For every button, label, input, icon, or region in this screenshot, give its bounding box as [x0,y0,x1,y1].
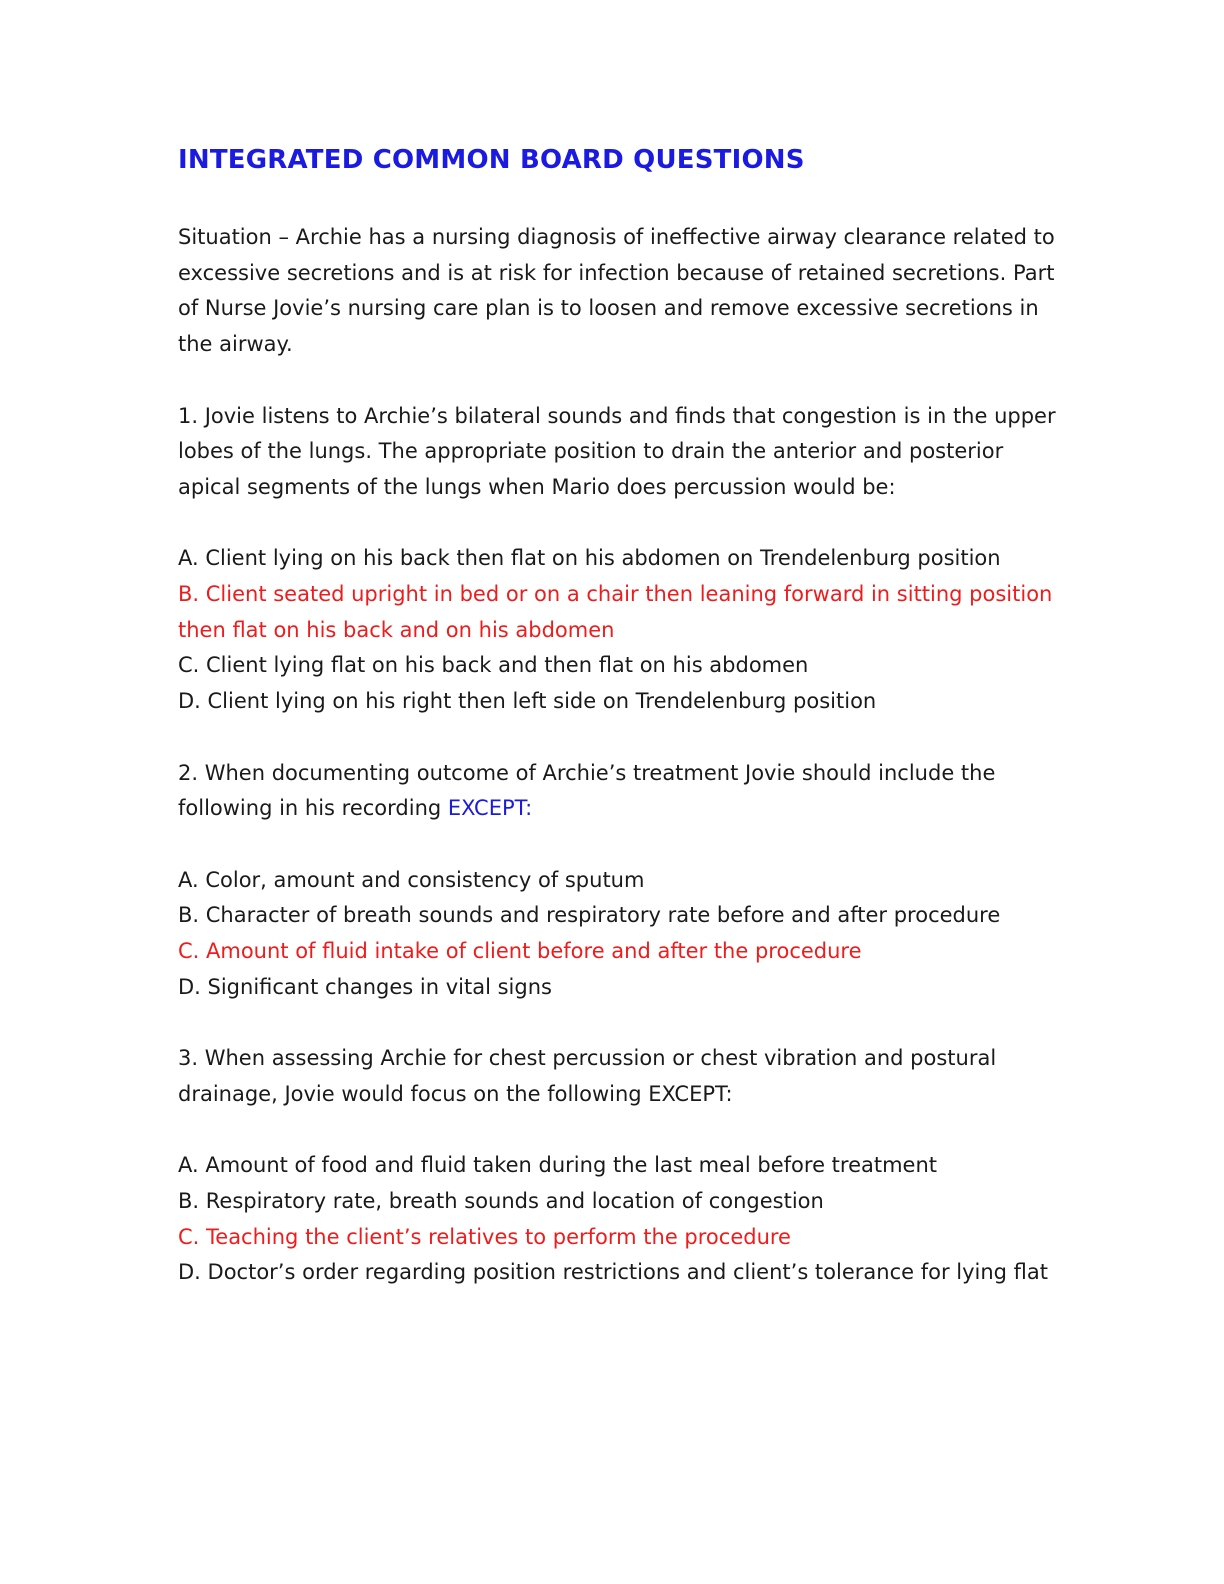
option-b: B. Character of breath sounds and respiratory rate before and after procedure [178,903,1001,928]
question-stem-text: 2. When documenting outcome of Archie’s treatment Jovie should include the following in his recording [178,760,996,821]
option-a: A. Color, amount and consistency of sputum [178,867,645,892]
question-stem [178,756,1058,827]
option-a: A. Amount of food and fluid taken during the last meal before treatment [178,1153,938,1178]
option-d: D. Doctor’s order regarding position restrictions and client’s tolerance for lying flat [178,1260,1049,1285]
option-b-correct: B. Client seated upright in bed or on a chair then leaning forward in sitting position then flat on his back and on his abdomen [178,582,1053,642]
document-page [178,140,1058,1291]
question-stem-emphasis: EXCEPT: [447,796,533,821]
question-stem: 3. When assessing Archie for chest percussion or chest vibration and postural drainage, Jovie would focus on the following EXCEPT: [178,1046,997,1106]
question-stem: 1. Jovie listens to Archie’s bilateral sounds and finds that congestion is in the upper lobes of the lungs. The appropriate position to drain the anterior and posterior apical segments of the lungs when Mario does percussion would be: [178,403,1056,499]
option-d: D. Significant changes in vital signs [178,974,552,999]
situation-text: Situation – Archie has a nursing diagnosis of ineffective airway clearance related to excessive secretions and is at risk for infection because of retained secretions. Part of Nurse Jovie’s nursing care plan is to loosen and remove excessive secretions in the airway. [178,225,1055,357]
option-d: D. Client lying on his right then left side on Trendelenburg position [178,689,877,714]
question-1 [178,399,1058,720]
option-c: C. Client lying flat on his back and then flat on his abdomen [178,653,809,678]
option-a: A. Client lying on his back then flat on his abdomen on Trendelenburg position [178,546,1001,571]
question-3 [178,1041,1058,1291]
question-2 [178,756,1058,1006]
option-c-correct: C. Amount of fluid intake of client before and after the procedure [178,939,862,963]
option-b: B. Respiratory rate, breath sounds and location of congestion [178,1188,824,1213]
page-title: INTEGRATED COMMON BOARD QUESTIONS [178,145,805,175]
option-c-correct: C. Teaching the client’s relatives to perform the procedure [178,1224,791,1249]
